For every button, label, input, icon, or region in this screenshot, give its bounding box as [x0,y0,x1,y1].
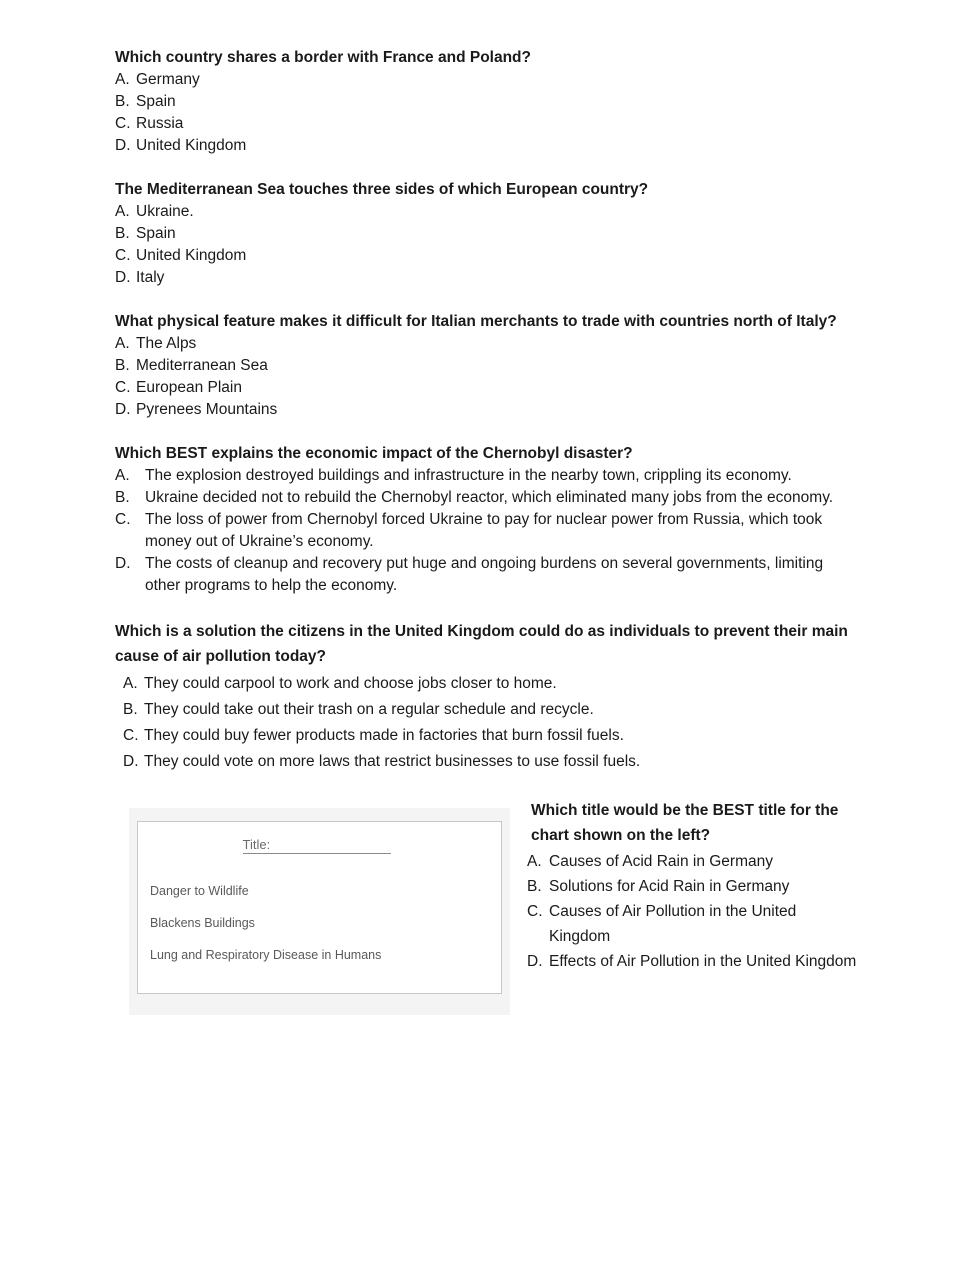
option-text: Spain [136,93,176,110]
option-row [115,671,861,696]
option-row [115,465,861,487]
option-text: Causes of Acid Rain in Germany [549,853,773,870]
option-row [115,245,861,267]
option-row [115,509,861,553]
option-letter: B. [115,225,130,242]
option-letter: A. [115,335,130,352]
chart-item: Lung and Respiratory Disease in Humans [150,948,382,962]
option-letter: D. [115,137,131,154]
option-text: The loss of power from Chernobyl forced Ukraine to pay for nuclear power from Russia, which took money out of Ukraine’s economy. [145,511,823,550]
chart-question [527,798,861,974]
option-text: Mediterranean Sea [136,357,268,374]
option-letter: D. [115,555,131,572]
option-text: Effects of Air Pollution in the United Kingdom [549,953,857,970]
option-text: They could carpool to work and choose jobs closer to home. [144,675,557,692]
chart-question-section [129,802,861,1015]
option-row [115,201,861,223]
option-text: Causes of Air Pollution in the United Kingdom [549,903,797,945]
option-row [115,267,861,289]
option-row [527,949,861,974]
chart-title-blank: Title: [243,837,391,854]
option-letter: C. [527,903,543,920]
option-text: Ukraine decided not to rebuild the Chernobyl reactor, which eliminated many jobs from the economy. [145,489,834,506]
option-text: They could take out their trash on a regular schedule and recycle. [144,701,594,718]
option-letter: C. [115,115,131,132]
option-row [115,333,861,355]
option-row [115,697,861,722]
question-prompt: Which title would be the BEST title for the chart shown on the left? [531,802,839,844]
option-row [115,135,861,157]
question-prompt: Which country shares a border with France and Poland? [115,49,531,66]
question-block-5 [115,619,861,774]
option-row [115,553,861,597]
option-row [115,69,861,91]
option-letter: C. [123,727,139,744]
question-block-3 [115,311,861,421]
option-letter: B. [115,489,130,506]
option-letter: A. [115,203,130,220]
option-row [115,113,861,135]
question-block-2 [115,179,861,289]
question-block-1 [115,47,861,157]
option-letter: C. [115,247,131,264]
chart-inner-box [137,821,502,994]
option-row [115,91,861,113]
option-row [527,899,861,949]
option-row [115,223,861,245]
option-text: They could buy fewer products made in factories that burn fossil fuels. [144,727,624,744]
option-text: They could vote on more laws that restrict businesses to use fossil fuels. [144,753,641,770]
option-row [115,487,861,509]
option-text: United Kingdom [136,137,247,154]
option-text: United Kingdom [136,247,247,264]
question-prompt: The Mediterranean Sea touches three sides of which European country? [115,181,649,198]
option-text: Italy [136,269,165,286]
option-row [527,874,861,899]
question-prompt: Which is a solution the citizens in the United Kingdom could do as individuals to prevent their main cause of air pollution today? [115,623,848,665]
option-row [115,377,861,399]
option-text: Russia [136,115,184,132]
option-text: Spain [136,225,176,242]
option-row [527,849,861,874]
option-letter: D. [115,401,131,418]
option-text: Germany [136,71,200,88]
chart-item: Danger to Wildlife [150,884,249,898]
option-text: The explosion destroyed buildings and infrastructure in the nearby town, crippling its economy. [145,467,792,484]
option-letter: D. [123,753,139,770]
option-text: Solutions for Acid Rain in Germany [549,878,790,895]
chart-title-row [144,836,489,854]
option-letter: D. [115,269,131,286]
option-row [115,749,861,774]
option-letter: A. [115,467,130,484]
option-text: Pyrenees Mountains [136,401,278,418]
option-text: Ukraine. [136,203,194,220]
option-letter: C. [115,511,131,528]
option-letter: B. [115,357,130,374]
option-letter: C. [115,379,131,396]
option-letter: A. [527,853,542,870]
option-row [115,355,861,377]
question-prompt: Which BEST explains the economic impact of the Chernobyl disaster? [115,445,633,462]
option-letter: D. [527,953,543,970]
option-row [115,723,861,748]
option-letter: B. [527,878,542,895]
option-letter: A. [115,71,130,88]
option-text: European Plain [136,379,242,396]
option-letter: B. [123,701,138,718]
option-row [115,399,861,421]
question-block-4 [115,443,861,597]
option-text: The costs of cleanup and recovery put huge and ongoing burdens on several governments, limiting other programs to help the economy. [145,555,824,594]
chart-item: Blackens Buildings [150,916,255,930]
question-prompt: What physical feature makes it difficult for Italian merchants to trade with countries north of Italy? [115,313,837,330]
chart-panel [129,808,510,1015]
option-text: The Alps [136,335,197,352]
option-letter: B. [115,93,130,110]
option-letter: A. [123,675,138,692]
